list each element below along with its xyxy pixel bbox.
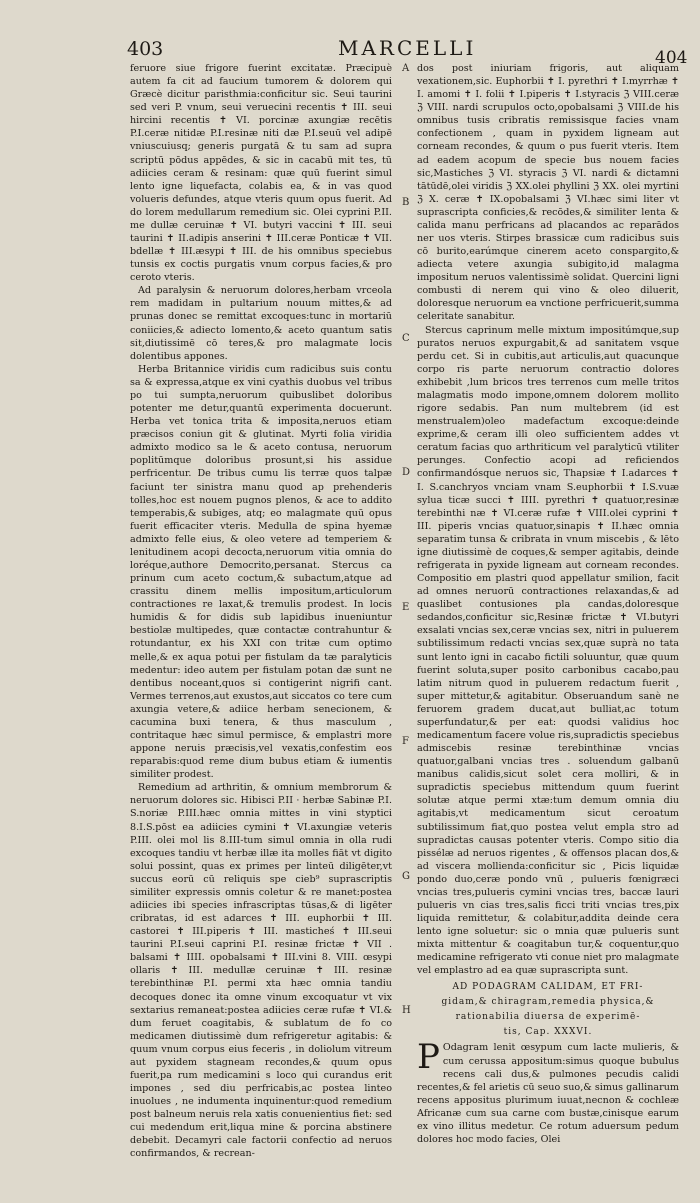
margin-letter-b: B (402, 197, 410, 208)
margin-letter-d: D (402, 467, 411, 478)
page-number-right: 404 (655, 48, 688, 68)
running-title: MARCELLI (338, 36, 477, 60)
paragraph: Ad paralysin & neruorum dolores,herbam vrceola rem madidam in pultarium nouum mittes,& ad prunas donec se remittat excoques:tunc in mortariū coniicies,& adiecto lomento,& aceto quantum satis sit,diutissimē cō teres,& pro malagmate locis dolentibus appones. (130, 285, 392, 362)
right-column (417, 62, 679, 1146)
paragraph: feruore siue frigore fuerint excitatæ. Præcipuè autem fa cit ad faucium tumorem & dolorem qui Græcè dicitur paristhmia:conficitur sic. Seui taurini sed veri P. vnum, seui veruecini recentis ✝ III. seui hircini recentis ✝ VI. porcinæ axungiæ recētis P.I.ceræ nitidæ P.I.resinæ niti dæ P.I.seuū vel adipē vniuscuiusq; generis purgatā & tu sam ad supra scriptū pōdus appēdes, & sic in cacabū mit tes, tū adiicies ceram & resinam: quæ quū fuerint simul lento igne liquefacta, colabis ea, & in vas quod volueris defundes, atque vteris quum opus fuerit. Ad do lorem medullarum remedium sic. Olei cyprini P.II. me dullæ ceruinæ ✝ VI. butyri vaccini ✝ III. seui taurini ✝ II.adipis anserini ✝ III.ceræ Ponticæ ✝ VII. bdellæ ✝ III.æsypi ✝ III. de his omnibus speciebus tunsis ex coctis purgatis vnum corpus facies,& pro ceroto vteris. (130, 63, 392, 284)
heading-line: rationabilia diuersa de experimē- (455, 1012, 641, 1023)
chapter-paragraph (417, 1037, 679, 1146)
margin-letter-e: E (402, 602, 410, 613)
paragraph: Herba Britannice viridis cum radicibus suis contu sa & expressa,atque ex vini cyathis duobus vel tribus po tui sumpta,neruorum quibuslibet doloribus potenter me detur,quantū experimenta docuerunt. Herba vet tonica trita & imposita,neruos etiam præcisos coniun git & glutinat. Myrti folia viridia admixto modico sa le & aceto contusa, neruorum poplitūmque doloribus prosunt,si his assidue perfricentur. De tribus cumu lis terræ quos talpæ faciunt ter sinistra manu quod ap prehenderis tolles,hoc est nouem pugnos plenos, & ace to addito temperabis,& subiges, atq; eo malagmate quū opus fuerit efficaciter vteris. Medulla de spina hyemæ admixto felle eius, & oleo vetere ad temperiem & lenitudinem acopi decocta,neruorum vitia omnia do loréque,authore Democrito,persanat. Stercus ca prinum cum aceto coctum,& subactum,atque ad crassitu dinem mellis impositum,articulorum contractiones re laxat,& tremulis prodest. In locis humidis & for didis sub lapidibus inueniuntur bestiolæ multipedes, quæ contactæ contrahuntur & rotundantur, ex his XXI con tritæ cum optimo melle,& ex aqua potui per fistulam da tæ paralyticis medentur: ideo autem per fistulam potan dæ sunt ne dentibus noceant,quos si contigerint nigrifi cant. Vermes terrenos,aut exustos,aut siccatos co tere cum axungia vetere,& adiice herbam senecionem, & cacumina buxi tenera, & thus masculum , contritaque hæc simul permisce, & emplastri more appone neruis præcisis,vel vexatis,confestim eos reparabis:quod reme dium bubus etiam & iumentis similiter prodest. (130, 363, 392, 781)
heading-line: gidam,& chiragram,remedia physica,& (441, 997, 655, 1008)
chapter-heading (417, 981, 679, 1039)
margin-letter-a: A (402, 63, 410, 74)
margin-letter-c: C (402, 333, 410, 344)
margin-letter-f: F (402, 736, 409, 747)
drop-cap: P (417, 1037, 440, 1078)
margin-letter-g: G (402, 871, 410, 882)
heading-line: AD PODAGRAM CALIDAM, ET FRI- (452, 982, 644, 993)
paragraph: Stercus caprinum melle mixtum impositúmque,sup puratos neruos expurgabit,& ad sanitatem vsque perdu cet. Si in cubitis,aut articulis,aut quacunque corpo ris parte neruorum contractio dolores exhibebit ,lum bricos tres terrenos cum melle tritos malagmatis modo impone,omnem dolorem mollito rigore sedabis. Pan num multebrem (id est menstrualem)oleo madefactum excoque:deinde exprime,& ceram illi oleo sufficientem addes vt ceratum facias quo arthriticum vel paralyticū vtiliter perunges. Confectio acopi ad reficiendos confirmandósque neruos sic, Thapsiæ ✝ I.adarces ✝ I. S.canchryos vnciam vnam S.euphorbii ✝ I.S.vuæ sylua ticæ succi ✝ IIII. pyrethri ✝ quatuor,resinæ terebinthi næ ✝ VI.ceræ rufæ ✝ VIII.olei cyprini ✝ III. piperis vncias quatuor,sinapis ✝ II.hæc omnia separatim tunsa & cribrata in vnum miscebis , & lēto igne diutissimè de coques,& semper agitabis, deinde refrigerata in pyxide ligneam aut corneam recondes. Compositio em plastri quod appellatur smilion, facit ad omnes neruorū contractiones relaxandas,& ad quaslibet contusiones pla candas,doloresque sedandos,conficitur sic,Resinæ frictæ ✝ VI.butyri exsalati vncias sex,ceræ vncias sex, nitri in puluerem subtilissimum redacti vncias sex,quæ suprà no tata sunt lento igni in cacabo fictili soluuntur, quæ quum fuerint soluta,super posito carbonibus cacabo,pau latim nitrum quod in puluerem redactum fuerit , super mittetur,& agitabitur. Obseruandum sanè ne feruorem gradem ducat,aut bulliat,ac totum superfundatur,& per eat: quodsi validius hoc medicamentum facere volue ris,supradictis speciebus admiscebis resinæ terebinthinæ vncias quatuor,galbani vncias tres . soluendum galbanū manibus calidis,sicut solet cera molliri, & in supradictis speciebus mittendum quum fuerint solutæ atque permi xtæ:tum demum omnia diu agitabis,vt medicamentum sicut ceroatum subtilissimum fiat,quo postea velut empla stro ad supradictas causas potenter vteris. Compo sitio dia pissélæ ad neruos rigentes , & offensos placan dos,& ad viscera mollienda:conficitur sic , Picis liquidæ pondo duo,ceræ pondo vnū , pulueris fœnigræci vncias tres,pulueris cymini vncias tres, baccæ lauri pulueris vn cias tres,salis ficci triti vncias tres,pix liquida remittetur, & colabitur,addita deinde cera lento igne soluetur: sic o mnia quæ pulueris sunt mixta mittentur & coagitabun tur,& coquentur,quo medicamine refrigerato vti conue niet pro malagmate vel emplastro ad ea quæ suprascripta sunt. (417, 324, 679, 977)
paragraph: Remedium ad arthritin, & omnium membrorum & neruorum dolores sic. Hibisci P.II · herbæ Sabinæ P.I. S.noriæ P.III.hæc omnia mittes in vini styptici 8.I.S.pōst ea adiicies cymini ✝ VI.axungiæ veteris P.III. olei mol lis 8.III-tum simul omnia in olla rudi excoques tandiu vt herbæ illæ ita molles fiāt vt digito solui possint, quas ex primes per linteū diligēter,vt succus eorū cū reliquis spe cieb⁹ suprascriptis similiter expressis omnis coletur & re manet:postea adiicies ibi species infrascriptas tūsas,& di ligēter cribratas, id est adarces ✝ III. euphorbii ✝ III. castorei ✝ III.piperis ✝ III. masticheś ✝ III.seui taurini P.I.seui caprini P.I. resinæ frictæ ✝ VII . balsami ✝ IIII. opobalsami ✝ III.vini 8. VIII. œsypi ollaris ✝ III. medullæ ceruinæ ✝ III. resinæ terebinthinæ P.I. permi xta hæc omnia tandiu decoques donec ita omne vinum excoquatur vt vix sextarius remaneat:postea adiicies ceræ rufæ ✝ VI.& dum feruet coagitabis, & sublatum de fo co medicamen diutissimè dum refrigeretur agitabis: & quum vnum corpus eius feceris , in doliolum vitreum aut pyxidem stagneam recondes,& quum opus fuerit,pa rum medicamini s loco qui curandus erit impones , sed diu perfricabis,ac postea linteo inuolues , ne indumenta inquinentur:quod remedium post balneum neruis rela xatis conuenientius fiet: sed cui medendum erit,liqua mine & porcina abstinere debebit. Decamyri cale factorii confectio ad neruos confirmandos, & recrean- (130, 782, 392, 1160)
heading-line: tis, Cap. XXXVI. (503, 1027, 593, 1038)
paragraph: dos post iniuriam frigoris, aut aliquam vexationem,sic. Euphorbii ✝ I. pyrethri ✝ I.myrrhæ ✝ I. amomi ✝ I. folii ✝ I.piperis ✝ I.styracis ℨ VIII.ceræ ℨ VIII. nardi scrupulos octo,opobalsami ℨ VIII.de his omnibus tusis cribratis remissisque facies vnam confectionem , quam in pyxidem ligneam aut corneam recondes, & quum o pus fuerit vteris. Item ad eadem acopum de specie bus nouem facies sic,Mastiches ℨ VI. styracis ℨ VI. nardi & dictamni tātūdē,olei viridis ℨ XX.olei phyllini ℨ XX. olei myrtini ℨ X. ceræ ✝ IX.opobalsami ℨ VI.hæc simi liter vt suprascripta conficies,& recōdes,& similiter lenta & calida manu perfricans ad placandos ac reparādos ner uos vteris. Stirpes brassicæ cum radicibus suis cō burito,earúmque cinerem aceto conspargito,& adiecta vetere axungia subigito,id malagma impositum neruos valentissimè solidat. Quercini ligni combusti di nerem qui vino & oleo diluerit, doloresque neruorum ea vnctione perfricuerit,summa celeritate sanabitur. (417, 63, 679, 323)
margin-letter-h: H (402, 1005, 411, 1016)
page-number-left: 403 (127, 38, 164, 60)
left-column (130, 62, 392, 1161)
chapter-text: Odagram lenit œsypum cum lacte mulieris, & cum cerussa appositum:simus quoque bubulus recens cali dus,& pulmones pecudis calidi recentes,& fel arietis cū seuo suo,& simus gallinarum recens appositus plurimum iuuat,necnon & cochleæ Africanæ cum sua carne com bustæ,cinisque earum ex vino illitus medetur. Ce rotum aduersum pedum dolores hoc modo facies, Olei (417, 1042, 679, 1146)
